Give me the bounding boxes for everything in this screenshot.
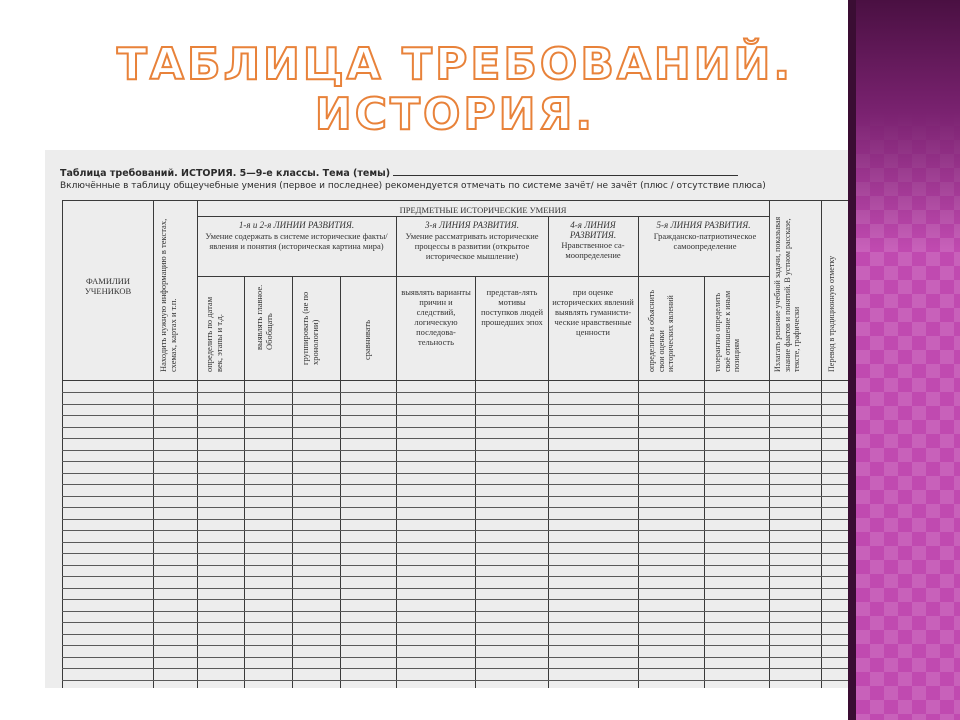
subskill-values-header: при оценке исторических явлений выявлять гуманисти-ческие нравственные ценности: [552, 287, 634, 337]
grade-column-header: Перевод в традиционную отметку: [827, 255, 836, 372]
line-5-description: Гражданско-патриотическое самоопределение: [653, 231, 757, 251]
table-row-line: [62, 622, 848, 623]
scan-heading: Таблица требований. ИСТОРИЯ. 5—9-е классы. Тема (темы): [60, 167, 738, 179]
scanned-requirements-table: [45, 150, 848, 688]
table-row-line: [62, 588, 848, 589]
decorative-side-band-top: [856, 0, 960, 250]
table-row-line: [62, 461, 848, 462]
table-row-line: [62, 484, 848, 485]
table-row-line: [62, 438, 848, 439]
table-row-line: [62, 427, 848, 428]
title-line-2: ИСТОРИЯ.: [314, 89, 596, 140]
table-row-line: [62, 565, 848, 566]
table-row-line: [62, 680, 848, 681]
line-3-description: Умение рассматривать исторические процессы в развитии (открытое историческое мышление): [405, 231, 539, 261]
table-row-line: [62, 645, 848, 646]
table-row-line: [62, 530, 848, 531]
table-row-line: [62, 392, 848, 393]
table-row-line: [62, 542, 848, 543]
table-row-line: [62, 599, 848, 600]
band-divider: [848, 0, 856, 720]
subskill-motives-header: представ-лять мотивы поступков людей прошедших эпох: [480, 287, 544, 327]
subject-skills-header: ПРЕДМЕТНЫЕ ИСТОРИЧЕСКИЕ УМЕНИЯ: [399, 205, 567, 215]
table-row-line: [62, 519, 848, 520]
table-row-line: [62, 496, 848, 497]
table-row-line: [62, 611, 848, 612]
table-row-line: [62, 668, 848, 669]
line-1-2-description: Умение содержать в системе исторические факты/явления и понятия (историческая картина мира): [205, 231, 388, 251]
subskill-causes-header: выявлять варианты причин и следствий, логическую последова-тельность: [401, 287, 471, 347]
last-skill-column-header: Излагать решение учебной задачи, показывая знание фактов и понятий. В устном рассказе, тексте, графически: [773, 216, 801, 372]
subskill-tolerance-header: толерантно определить своё отношение к иным позициям: [713, 290, 741, 372]
table-row-line: [62, 473, 848, 474]
title-line-1: ТАБЛИЦА ТРЕБОВАНИЙ.: [116, 39, 794, 90]
subskill-dates-header: определить по датам век, этапы и т.д.: [204, 296, 224, 372]
table-row-line: [62, 450, 848, 451]
subskill-grouping-header: группировать (не по хронологии): [300, 291, 320, 365]
table-row-line: [62, 576, 848, 577]
subskill-main-idea-header: выявлять главное. Обобщать: [254, 284, 274, 350]
students-column-header: ФАМИЛИИ УЧЕНИКОВ: [84, 276, 132, 296]
line-5-title: 5-я ЛИНИЯ РАЗВИТИЯ.: [656, 220, 751, 230]
line-4-description: Нравственное са-моопределение: [561, 240, 625, 260]
first-skill-column-header: Находить нужную информацию в текстах, схемах, картах и т.п.: [158, 218, 178, 372]
table-row-line: [62, 634, 848, 635]
table-row-line: [62, 415, 848, 416]
table-row-line: [62, 404, 848, 405]
scan-note: Включённые в таблицу общеучебные умения (первое и последнее) рекомендуется отмечать по системе зачёт/ не зачёт (плюс / отсутствие плюса): [60, 181, 766, 191]
table-row-line: [62, 553, 848, 554]
subskill-own-assessment-header: определить и объяснить свои оценки исторических явлений: [647, 290, 675, 372]
line-4-title: 4-я ЛИНИЯ РАЗВИТИЯ.: [569, 220, 617, 240]
subskill-compare-header: сравнивать: [362, 320, 372, 360]
line-3-title: 3-я ЛИНИЯ РАЗВИТИЯ.: [425, 220, 519, 230]
table-row-line: [62, 507, 848, 508]
line-1-2-title: 1-я и 2-я ЛИНИИ РАЗВИТИЯ.: [238, 220, 355, 230]
slide-title: [40, 40, 870, 140]
table-row-line: [62, 657, 848, 658]
